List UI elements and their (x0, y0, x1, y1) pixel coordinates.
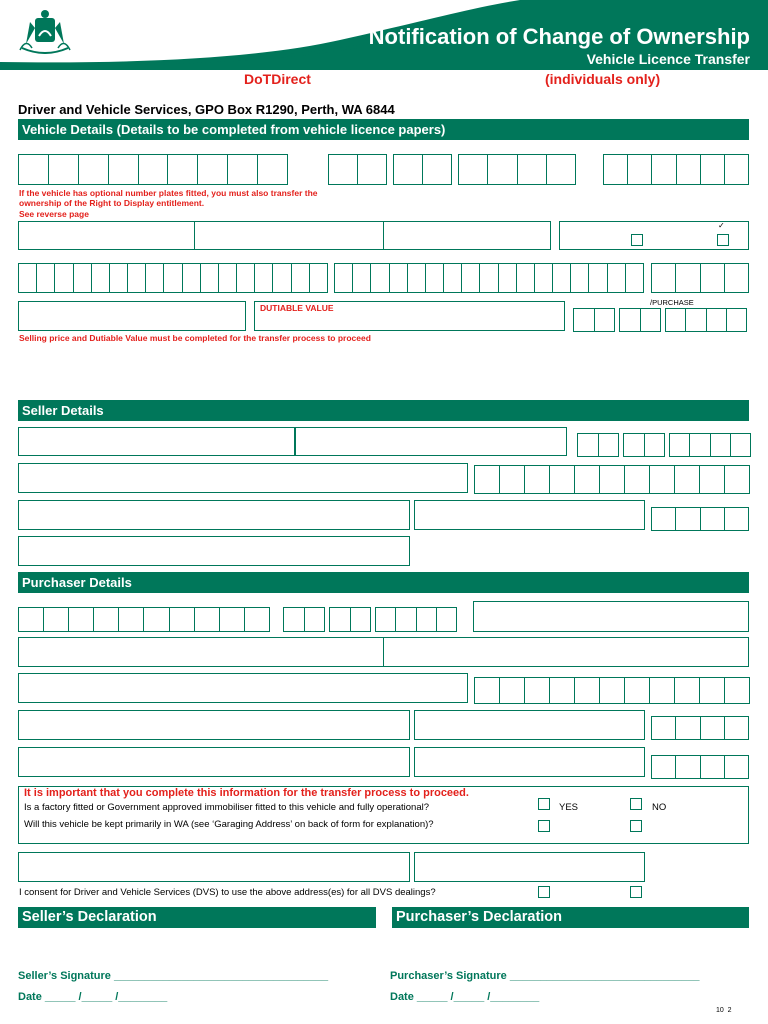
seller-date-line[interactable]: _____ /_____ /________ (44, 991, 168, 1003)
postal-address: Driver and Vehicle Services, GPO Box R1290, Perth, WA 6844 (18, 102, 395, 117)
dotdirect-label: DoTDirect (244, 71, 311, 87)
vehicle-cells-a[interactable] (328, 154, 387, 185)
purchaser-given-names-field[interactable] (383, 637, 749, 667)
postal-address-field[interactable] (18, 852, 410, 882)
purchaser-suburb-field[interactable] (18, 710, 410, 740)
purchaser-email-field[interactable] (473, 601, 749, 632)
important-notice: It is important that you complete this information for the transfer process to proceed. (24, 787, 469, 799)
purchase-month-cells[interactable] (619, 308, 661, 332)
vehicle-cells-d[interactable] (603, 154, 749, 185)
purchaser-licence-cells[interactable] (18, 607, 270, 632)
yes-label: YES (559, 802, 579, 813)
vehicle-make-field[interactable] (18, 221, 195, 250)
seller-signature-line[interactable]: ___________________________________ (114, 970, 329, 982)
form-subtitle: Vehicle Licence Transfer (586, 51, 750, 67)
seller-surname-field[interactable] (18, 427, 295, 456)
form-title: Notification of Change of Ownership (368, 24, 750, 49)
reverse-page-note: See reverse page (19, 209, 89, 219)
purchase-day-cells[interactable] (573, 308, 615, 332)
seller-address-field[interactable] (18, 463, 468, 493)
purchaser-signature-row[interactable] (390, 970, 700, 982)
purchaser-date-row[interactable] (390, 991, 539, 1003)
kept-in-wa-yes-checkbox[interactable] (538, 820, 550, 832)
purchaser-state-field[interactable] (414, 710, 645, 740)
seller-given-names-field[interactable] (295, 427, 567, 456)
immobiliser-no-checkbox[interactable] (630, 798, 642, 810)
plate-number-cells[interactable] (18, 154, 288, 185)
seller-signature-label: Seller’s Signature (18, 970, 111, 982)
seller-dob-day-cells[interactable] (577, 433, 619, 457)
purchaser-address-field[interactable] (18, 673, 468, 703)
consent-question: I consent for Driver and Vehicle Services (DVS) to use the above address(es) for all DVS dealings? (19, 887, 436, 898)
consent-no-checkbox[interactable] (630, 886, 642, 898)
kept-in-wa-no-checkbox[interactable] (630, 820, 642, 832)
purchaser-dob-year-cells[interactable] (375, 607, 457, 632)
purchaser-date-line[interactable]: _____ /_____ /________ (416, 991, 540, 1003)
selling-price-field[interactable] (18, 301, 246, 331)
no-label: NO (652, 802, 667, 813)
immobiliser-question: Is a factory fitted or Government approved immobiliser fitted to this vehicle and fully operational? (24, 802, 430, 813)
wa-coat-of-arms-icon (16, 8, 74, 54)
consent-yes-checkbox[interactable] (538, 886, 550, 898)
purchaser-signature-label: Purchaser’s Signature (390, 970, 507, 982)
vehicle-details-band: Vehicle Details (Details to be completed from vehicle licence papers) (18, 119, 749, 140)
seller-date-label: Date (18, 991, 42, 1003)
kept-in-wa-question: Will this vehicle be kept primarily in WA (see ‘Garaging Address’ on back of form for explanation)? (24, 819, 434, 830)
price-note: Selling price and Dutiable Value must be completed for the transfer process to proceed (19, 333, 371, 343)
seller-date-row[interactable] (18, 991, 167, 1003)
purchaser-date-label: Date (390, 991, 414, 1003)
immobiliser-yes-checkbox[interactable] (538, 798, 550, 810)
seller-licence-cells[interactable] (474, 465, 750, 494)
purchaser-details-band: Purchaser Details (18, 572, 749, 593)
vehicle-cells-b[interactable] (393, 154, 452, 185)
vin-cells[interactable] (18, 263, 328, 293)
purchase-year-cells[interactable] (665, 308, 747, 332)
purchaser-signature-line[interactable]: _______________________________ (509, 970, 700, 982)
vehicle-model-field[interactable] (194, 221, 384, 250)
seller-state-field[interactable] (414, 500, 645, 530)
garaging-suburb-field[interactable] (414, 747, 645, 777)
seller-declaration-band: Seller’s Declaration (18, 907, 376, 928)
form-code: 10 2 (716, 1007, 732, 1014)
postal-suburb-field[interactable] (414, 852, 645, 882)
vehicle-option-a-checkbox[interactable] (631, 234, 643, 246)
purchaser-declaration-band: Purchaser’s Declaration (392, 907, 749, 928)
vehicle-option-b-checkbox[interactable] (717, 234, 729, 246)
year-cells[interactable] (651, 263, 749, 293)
purchaser-phone-cells[interactable] (474, 677, 750, 704)
purchaser-dob-month-cells[interactable] (329, 607, 371, 632)
purchaser-dob-day-cells[interactable] (283, 607, 325, 632)
seller-phone-field[interactable] (18, 536, 410, 566)
purchase-date-label: /PURCHASE (650, 298, 694, 307)
seller-dob-year-cells[interactable] (669, 433, 751, 457)
purchaser-postcode-cells[interactable] (651, 716, 749, 740)
dutiable-value-label: DUTIABLE VALUE (260, 303, 334, 313)
seller-signature-row[interactable] (18, 970, 328, 982)
vehicle-cells-c[interactable] (458, 154, 576, 185)
tick-mark: ✓ (718, 221, 725, 230)
plates-note: If the vehicle has optional number plates fitted, you must also transfer the ownership of the Right to Display entitlement. (19, 188, 318, 208)
seller-details-band: Seller Details (18, 400, 749, 421)
engine-number-cells[interactable] (334, 263, 644, 293)
seller-suburb-field[interactable] (18, 500, 410, 530)
individuals-only-label: (individuals only) (545, 71, 661, 87)
purchaser-surname-field[interactable] (18, 637, 384, 667)
seller-postcode-cells[interactable] (651, 507, 749, 531)
seller-dob-month-cells[interactable] (623, 433, 665, 457)
vehicle-colour-field[interactable] (383, 221, 551, 250)
garaging-address-field[interactable] (18, 747, 410, 777)
garaging-postcode-cells[interactable] (651, 755, 749, 779)
